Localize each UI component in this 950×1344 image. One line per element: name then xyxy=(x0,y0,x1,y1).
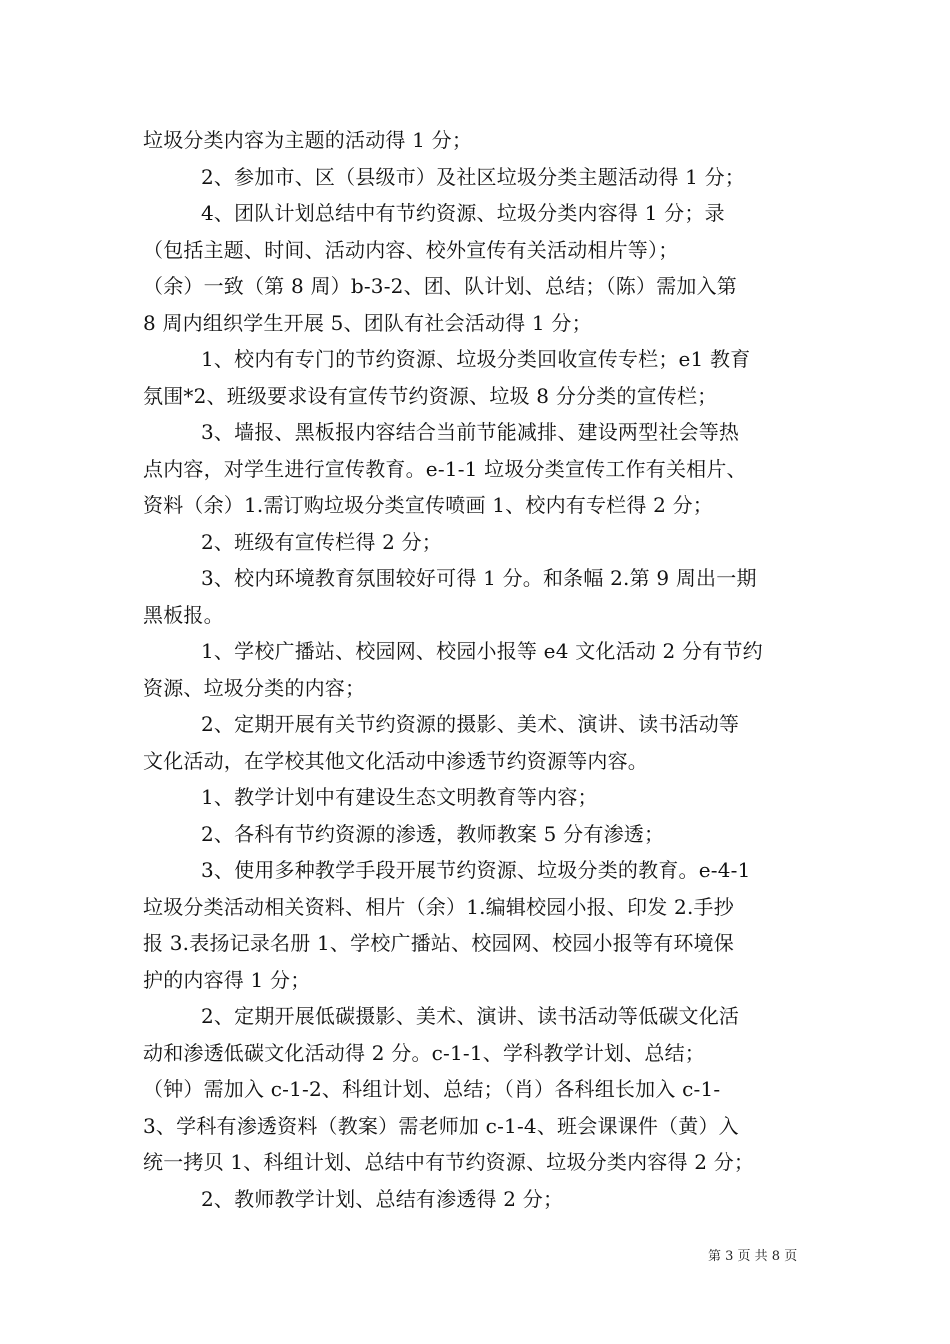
text-line: 3、校内环境教育氛围较好可得 1 分。和条幅 2.第 9 周出一期 xyxy=(201,566,757,590)
document-body xyxy=(143,122,813,1217)
page-number: 第 3 页 共 8 页 xyxy=(708,1249,798,1264)
text-line: 资料（余）1.需订购垃圾分类宣传喷画 1、校内有专栏得 2 分； xyxy=(143,493,714,517)
text-line: 2、班级有宣传栏得 2 分； xyxy=(201,529,442,554)
text-line: 1、校内有专门的节约资源、垃圾分类回收宣传专栏；e1 教育 xyxy=(201,347,751,371)
text-line: 黑板报。 xyxy=(143,602,224,627)
text-line: 动和渗透低碳文化活动得 2 分。c-1-1、学科教学计划、总结； xyxy=(143,1040,706,1065)
text-line: 2、教师教学计划、总结有渗透得 2 分； xyxy=(201,1186,564,1211)
text-line: 统一拷贝 1、科组计划、总结中有节约资源、垃圾分类内容得 2 分； xyxy=(143,1150,755,1174)
text-line: 8 周内组织学生开展 5、团队有社会活动得 1 分； xyxy=(143,310,592,335)
text-line: 2、各科有节约资源的渗透，教师教案 5 分有渗透； xyxy=(201,821,665,846)
text-line: 文化活动，在学校其他文化活动中渗透节约资源等内容。 xyxy=(143,748,648,773)
text-line: 2、定期开展有关节约资源的摄影、美术、演讲、读书活动等 xyxy=(201,712,740,736)
text-line: （包括主题、时间、活动内容、校外宣传有关活动相片等）； xyxy=(143,237,679,262)
text-line: （余）一致（第 8 周）b-3-2、团、队计划、总结；（陈）需加入第 xyxy=(143,274,738,298)
text-line: 护的内容得 1 分； xyxy=(143,967,311,992)
text-line: 报 3.表扬记录名册 1、学校广播站、校园网、校园小报等有环境保 xyxy=(143,931,734,955)
text-line: 4、团队计划总结中有节约资源、垃圾分类内容得 1 分；录 xyxy=(201,201,725,225)
text-line: 氛围*2、班级要求设有宣传节约资源、垃圾 8 分分类的宣传栏； xyxy=(143,383,718,408)
text-line: 2、参加市、区（县级市）及社区垃圾分类主题活动得 1 分； xyxy=(201,164,745,189)
text-line: 3、墙报、黑板报内容结合当前节能减排、建设两型社会等热 xyxy=(201,420,740,444)
text-line: （钟）需加入 c-1-2、科组计划、总结；（肖）各科组长加入 c-1- xyxy=(143,1077,721,1101)
text-line: 垃圾分类内容为主题的活动得 1 分； xyxy=(143,128,473,152)
text-line: 垃圾分类活动相关资料、相片（余）1.编辑校园小报、印发 2.手抄 xyxy=(143,894,734,919)
text-line: 3、使用多种教学手段开展节约资源、垃圾分类的教育。e-4-1 xyxy=(201,858,751,882)
text-line: 点内容，对学生进行宣传教育。e-1-1 垃圾分类宣传工作有关相片、 xyxy=(143,456,747,481)
text-line: 资源、垃圾分类的内容； xyxy=(143,675,366,700)
text-line: 1、学校广播站、校园网、校园小报等 e4 文化活动 2 分有节约 xyxy=(201,639,763,663)
text-line: 2、定期开展低碳摄影、美术、演讲、读书活动等低碳文化活 xyxy=(201,1004,740,1028)
text-line: 3、学科有渗透资料（教案）需老师加 c-1-4、班会课课件（黄）入 xyxy=(143,1113,739,1138)
text-line: 1、教学计划中有建设生态文明教育等内容； xyxy=(201,785,598,809)
